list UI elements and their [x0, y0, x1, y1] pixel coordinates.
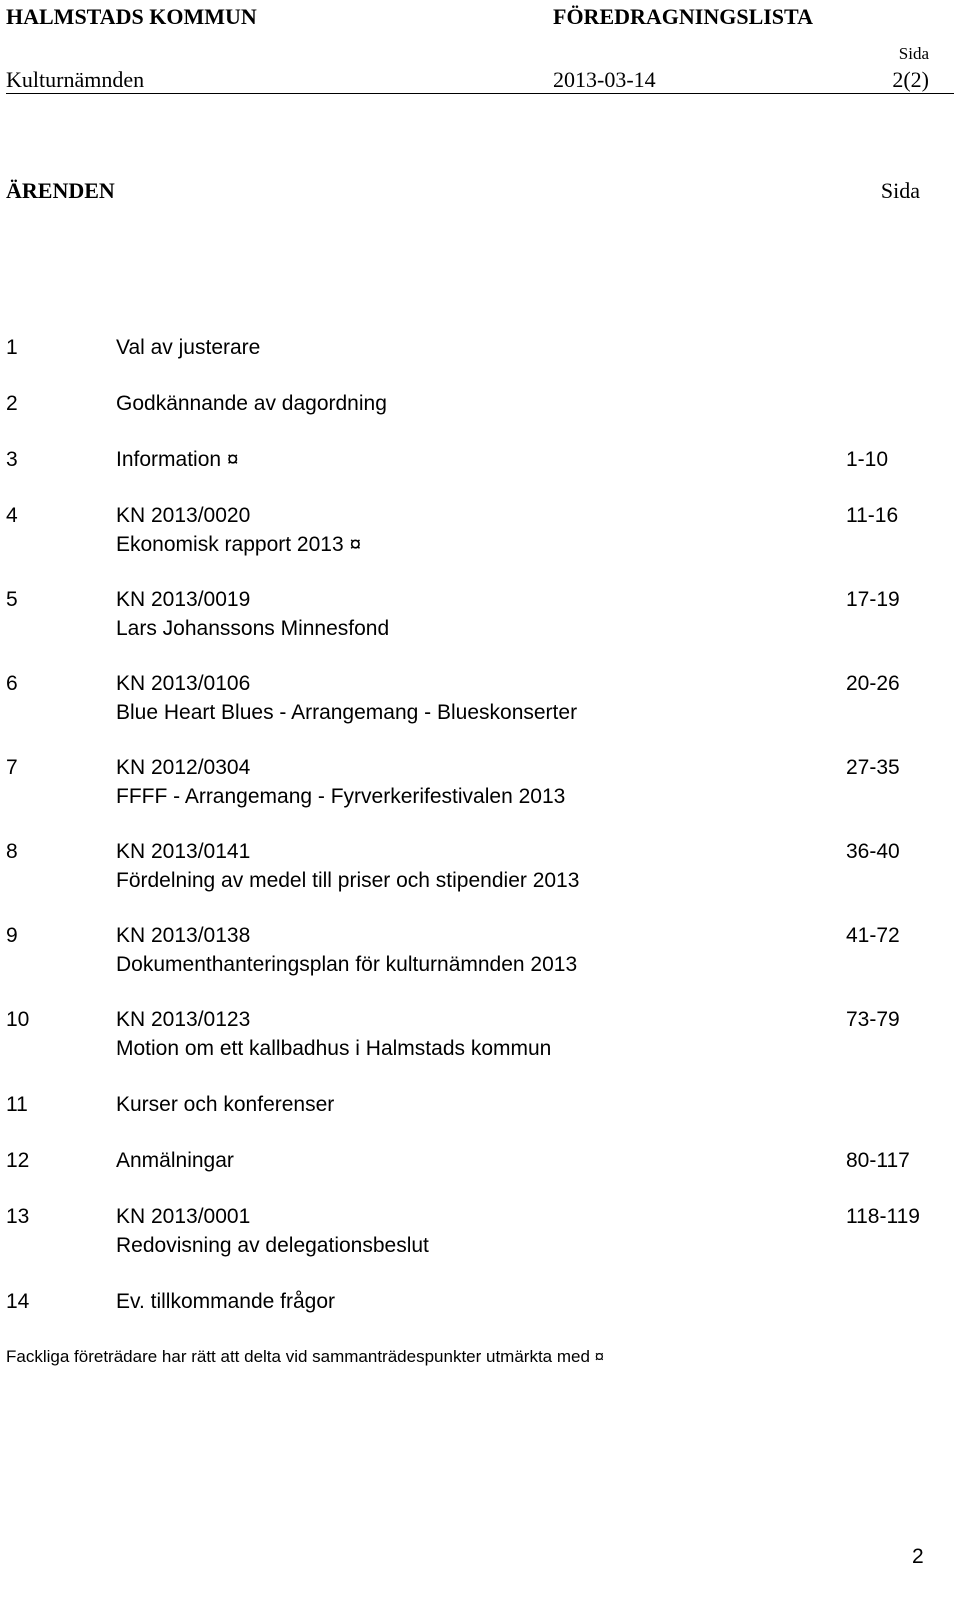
agenda-item-pages: 17-19	[846, 588, 900, 611]
agenda-item-title: Kurser och konferenser	[116, 1093, 335, 1116]
agenda-item-title: KN 2013/0123	[116, 1008, 251, 1031]
agenda-item-subtitle: Lars Johanssons Minnesfond	[116, 617, 390, 640]
agenda-item-title: Anmälningar	[116, 1149, 234, 1172]
agenda-item-pages: 73-79	[846, 1008, 900, 1031]
agenda-item-pages: 20-26	[846, 672, 900, 695]
page-number: 2	[912, 1545, 924, 1568]
section-page-column: Sida	[880, 178, 920, 203]
document-type: FÖREDRAGNINGSLISTA	[553, 4, 813, 29]
agenda-item	[0, 672, 960, 732]
agenda-item-subtitle: Fördelning av medel till priser och stipendier 2013	[116, 869, 580, 892]
agenda-item	[0, 840, 960, 900]
agenda-item	[0, 1093, 960, 1153]
agenda-item-number: 13	[6, 1205, 30, 1228]
agenda-item-title: KN 2013/0141	[116, 840, 251, 863]
agenda-item-subtitle: Dokumenthanteringsplan för kulturnämnden 2013	[116, 953, 578, 976]
section-title: ÄRENDEN	[6, 178, 115, 203]
agenda-item-pages: 36-40	[846, 840, 900, 863]
agenda-item	[0, 504, 960, 564]
agenda-item-number: 3	[6, 448, 18, 471]
committee-name: Kulturnämnden	[6, 67, 145, 92]
agenda-item-title: Information ¤	[116, 448, 239, 471]
agenda-item	[0, 1205, 960, 1265]
agenda-item-number: 8	[6, 840, 18, 863]
agenda-item-title: Ev. tillkommande frågor	[116, 1290, 336, 1313]
agenda-item	[0, 392, 960, 452]
page-value: 2(2)	[892, 67, 929, 92]
agenda-item	[0, 448, 960, 508]
municipality-name: HALMSTADS KOMMUN	[6, 4, 257, 29]
agenda-item-number: 5	[6, 588, 18, 611]
agenda-item-number: 9	[6, 924, 18, 947]
agenda-item-title: KN 2013/0019	[116, 588, 251, 611]
agenda-item-pages: 118-119	[846, 1205, 920, 1228]
agenda-item	[0, 1008, 960, 1068]
agenda-item-pages: 80-117	[846, 1149, 910, 1172]
agenda-item-title: Godkännande av dagordning	[116, 392, 387, 415]
agenda-item-title: KN 2013/0020	[116, 504, 251, 527]
agenda-item-number: 10	[6, 1008, 30, 1031]
agenda-item	[0, 924, 960, 984]
agenda-item-number: 14	[6, 1290, 30, 1313]
agenda-item-number: 4	[6, 504, 18, 527]
agenda-item-title: KN 2013/0106	[116, 672, 251, 695]
agenda-item-subtitle: Redovisning av delegationsbeslut	[116, 1234, 429, 1257]
agenda-item-subtitle: Motion om ett kallbadhus i Halmstads kommun	[116, 1037, 552, 1060]
agenda-item-title: KN 2013/0001	[116, 1205, 251, 1228]
page-label: Sida	[898, 44, 929, 63]
agenda-item-number: 1	[6, 336, 18, 359]
agenda-item-pages: 11-16	[846, 504, 899, 527]
agenda-item-number: 12	[6, 1149, 30, 1172]
agenda-item	[0, 756, 960, 816]
agenda-item-title: Val av justerare	[116, 336, 261, 359]
agenda-item-pages: 27-35	[846, 756, 900, 779]
agenda-item-number: 11	[6, 1093, 28, 1116]
agenda-item	[0, 336, 960, 396]
header-rule	[6, 93, 954, 94]
agenda-item-subtitle: Blue Heart Blues - Arrangemang - Blueskonserter	[116, 701, 578, 724]
agenda-item-pages: 1-10	[846, 448, 889, 471]
agenda-item-subtitle: FFFF - Arrangemang - Fyrverkerifestivalen 2013	[116, 785, 566, 808]
meeting-date: 2013-03-14	[553, 67, 656, 92]
agenda-item-number: 6	[6, 672, 18, 695]
agenda-item	[0, 588, 960, 648]
agenda-item	[0, 1149, 960, 1209]
footnote: Fackliga företrädare har rätt att delta vid sammanträdespunkter utmärkta med ¤	[6, 1347, 605, 1366]
agenda-item-title: KN 2013/0138	[116, 924, 251, 947]
agenda-item-number: 2	[6, 392, 18, 415]
agenda-item	[0, 1290, 960, 1350]
agenda-item-number: 7	[6, 756, 18, 779]
agenda-item-pages: 41-72	[846, 924, 900, 947]
agenda-item-title: KN 2012/0304	[116, 756, 251, 779]
agenda-item-subtitle: Ekonomisk rapport 2013 ¤	[116, 533, 362, 556]
